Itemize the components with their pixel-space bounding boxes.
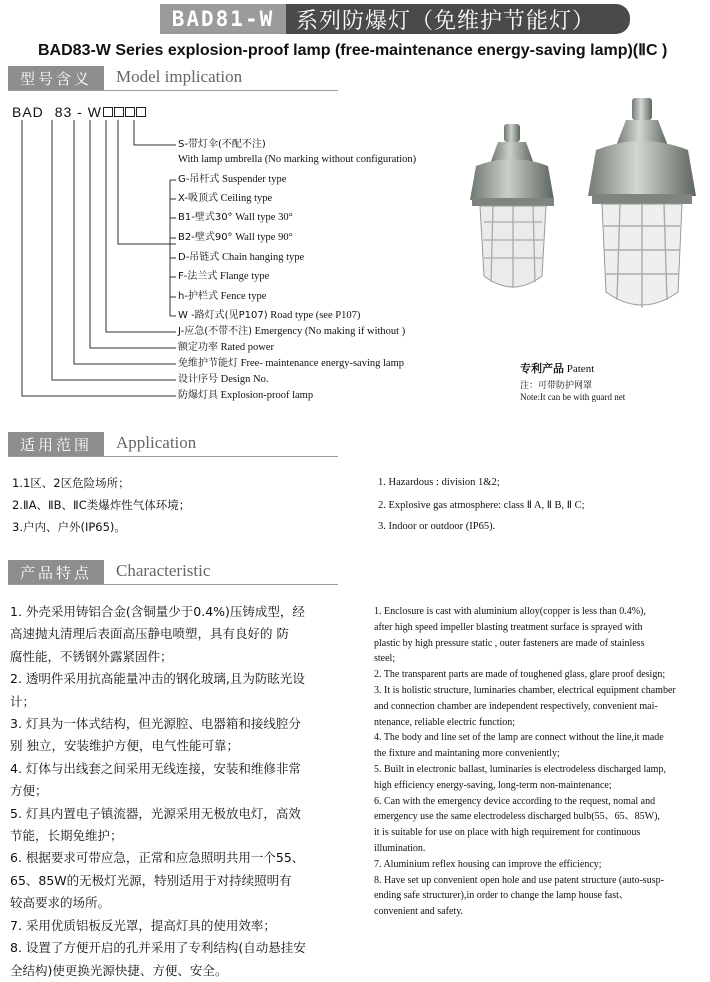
list-item: 高速抛丸清理后表面高压静电喷塑，具有良好的 防	[10, 626, 289, 642]
list-item: convenient and safety.	[374, 906, 464, 918]
characteristic-list-cn	[10, 601, 306, 982]
list-item: 65、85W的无极灯光源，特别适用于对持续照明有	[10, 872, 292, 888]
patent-title: 专利产品 Patent	[520, 362, 595, 375]
list-item: 2. The transparent parts are made of toughened glass, glare proof design;	[374, 669, 666, 681]
tree-item-wall-90: B2-壁式90° Wall type 90°	[178, 232, 293, 243]
section-header-characteristic	[8, 560, 338, 584]
list-item: 5. Built in electronic ballast, luminaries is electrodeless discharged lamp,	[374, 763, 666, 775]
tree-item-road: W -路灯式(见P107) Road type (see P107)	[178, 310, 361, 321]
section-tag-cn: 型号含义	[8, 66, 104, 90]
list-item: 节能，长期免维护；	[10, 828, 123, 844]
list-item: 别 独立，安装维护方便，电气性能可靠；	[10, 738, 239, 754]
list-item: 全结构)使更换光源快捷、方便、安全。	[10, 962, 228, 978]
list-item: 4. The body and line set of the lamp are connect without the line,it made	[374, 732, 664, 744]
title-model: BAD81-W	[160, 4, 286, 34]
model-number: 83	[54, 104, 73, 120]
list-item: illumination.	[374, 842, 426, 854]
list-item: 3.户内、户外(IP65)。	[12, 520, 126, 534]
list-item: 3. Indoor or outdoor (IP65).	[378, 521, 496, 532]
list-item: 计；	[10, 693, 36, 709]
list-item: it is suitable for use on place with high requirement for continuous	[374, 827, 641, 839]
section-tag-cn: 产品特点	[8, 560, 104, 584]
list-item: 3. 灯具为一体式结构，但光源腔、电器箱和接线腔分	[10, 716, 301, 732]
tree-item-flange: F-法兰式 Flange type	[178, 271, 270, 282]
list-item: after high speed impeller blasting treatment surface is sprayed with	[374, 621, 643, 633]
list-item: 方便；	[10, 783, 48, 799]
tree-item-design-no: 设计序号 Design No.	[178, 374, 269, 385]
list-item: 7. 采用优质铝板反光罩，提高灯具的使用效率；	[10, 917, 276, 933]
section-title-en: Model implication	[116, 67, 243, 86]
list-item: 2. Explosive gas atmosphere: class Ⅱ A, Ⅱ B, Ⅱ C;	[378, 500, 585, 511]
list-item: 3. It is holistic structure, luminaries chamber, electrical equipment chamber	[374, 684, 676, 696]
list-item: 8. Have set up convenient open hole and use patent structure (auto-susp-	[374, 874, 664, 886]
section-title-en: Characteristic	[116, 561, 211, 580]
list-item: 8. 设置了方便开启的孔并采用了专利结构(自动悬挂安	[10, 940, 306, 956]
section-header-application	[8, 432, 338, 456]
section-divider	[8, 584, 338, 585]
list-item: and connection chamber are independent respectively, convenient mai-	[374, 700, 658, 712]
list-item: plastic by high pressure static , outer fasteners are made of stainless	[374, 637, 645, 649]
patent-note-en: Note:It can be with guard net	[520, 392, 626, 402]
model-prefix: BAD	[12, 104, 44, 120]
tree-item-free-maintenance: 免维护节能灯 Free- maintenance energy-saving lamp	[178, 358, 404, 369]
section-tag-cn: 适用范围	[8, 432, 104, 456]
lamp-image-large	[580, 96, 706, 318]
tree-item-emergency: J-应急(不带不注) Emergency (No making if without )	[178, 326, 406, 337]
application-list-cn	[12, 475, 190, 541]
list-item: 2. 透明件采用抗高能量冲击的钢化玻璃,且为防眩光设	[10, 671, 305, 687]
section-title-en: Application	[116, 433, 197, 452]
title-chinese: 系列防爆灯（免维护节能灯）	[286, 4, 630, 34]
tree-item-ceiling: X-吸顶式 Ceiling type	[178, 193, 273, 204]
list-item: high efficiency energy-saving, long-term non-maintenance;	[374, 779, 612, 791]
list-item: 1. Enclosure is cast with aluminium alloy(copper is less than 0.4%),	[374, 606, 646, 617]
list-item: ending safe structurer),in order to change the lamp house fast、	[374, 890, 629, 902]
subtitle: BAD83-W Series explosion-proof lamp (free-maintenance energy-saving lamp)(ⅡC )	[38, 42, 668, 59]
list-item: 7. Aluminium reflex housing can improve the efficiency;	[374, 858, 602, 870]
lamp-image-small	[458, 122, 568, 302]
characteristic-list-en	[374, 604, 676, 920]
list-item: ntenance, reliable electric function;	[374, 716, 516, 728]
list-item: 1. Hazardous : division 1&2;	[378, 477, 500, 488]
section-divider	[8, 456, 338, 457]
list-item: emergency use the same electrodeless discharged bulb(55、65、85W),	[374, 811, 660, 823]
list-item: 2.ⅡA、ⅡB、ⅡC类爆炸性气体环境；	[12, 498, 191, 512]
list-item: 6. 根据要求可带应急，正常和应急照明共用一个55、	[10, 850, 305, 866]
tree-item-wall-30: B1-壁式30° Wall type 30°	[178, 212, 293, 223]
list-item: 4. 灯体与出线套之间采用无线连接，安装和维修非常	[10, 760, 301, 776]
list-item: 腐性能，不锈钢外露紧固件；	[10, 648, 173, 664]
tree-item-suspender: G-吊杆式 Suspender type	[178, 174, 287, 185]
tree-item-chain: D-吊链式 Chain hanging type	[178, 252, 305, 263]
tree-item-umbrella: S-带灯伞(不配不注)	[178, 139, 266, 150]
list-item: 较高要求的场所。	[10, 895, 111, 911]
application-list-en	[378, 477, 585, 543]
list-item: steel;	[374, 653, 396, 665]
list-item: 6. Can with the emergency device according to the request, nomal and	[374, 795, 656, 807]
tree-item-umbrella-en: With lamp umbrella (No marking without configuration)	[178, 154, 417, 165]
list-item: the fixture and maintaning more conveniently;	[374, 748, 560, 760]
list-item: 5. 灯具内置电子镇流器，光源采用无极放电灯，高效	[10, 805, 301, 821]
patent-note-cn: 注：可带防护网罩	[520, 381, 593, 391]
model-dash: - W	[72, 104, 102, 120]
tree-item-fence: h-护栏式 Fence type	[178, 291, 267, 302]
list-item: 1. 外壳采用铸铝合金(含铜量少于0.4%)压铸成型，经	[10, 604, 305, 619]
tree-item-rated-power: 额定功率 Rated power	[178, 342, 274, 353]
list-item: 1.1区、2区危险场所；	[12, 476, 130, 490]
tree-item-explosion-proof: 防爆灯具 Explosion-proof lamp	[178, 390, 314, 401]
